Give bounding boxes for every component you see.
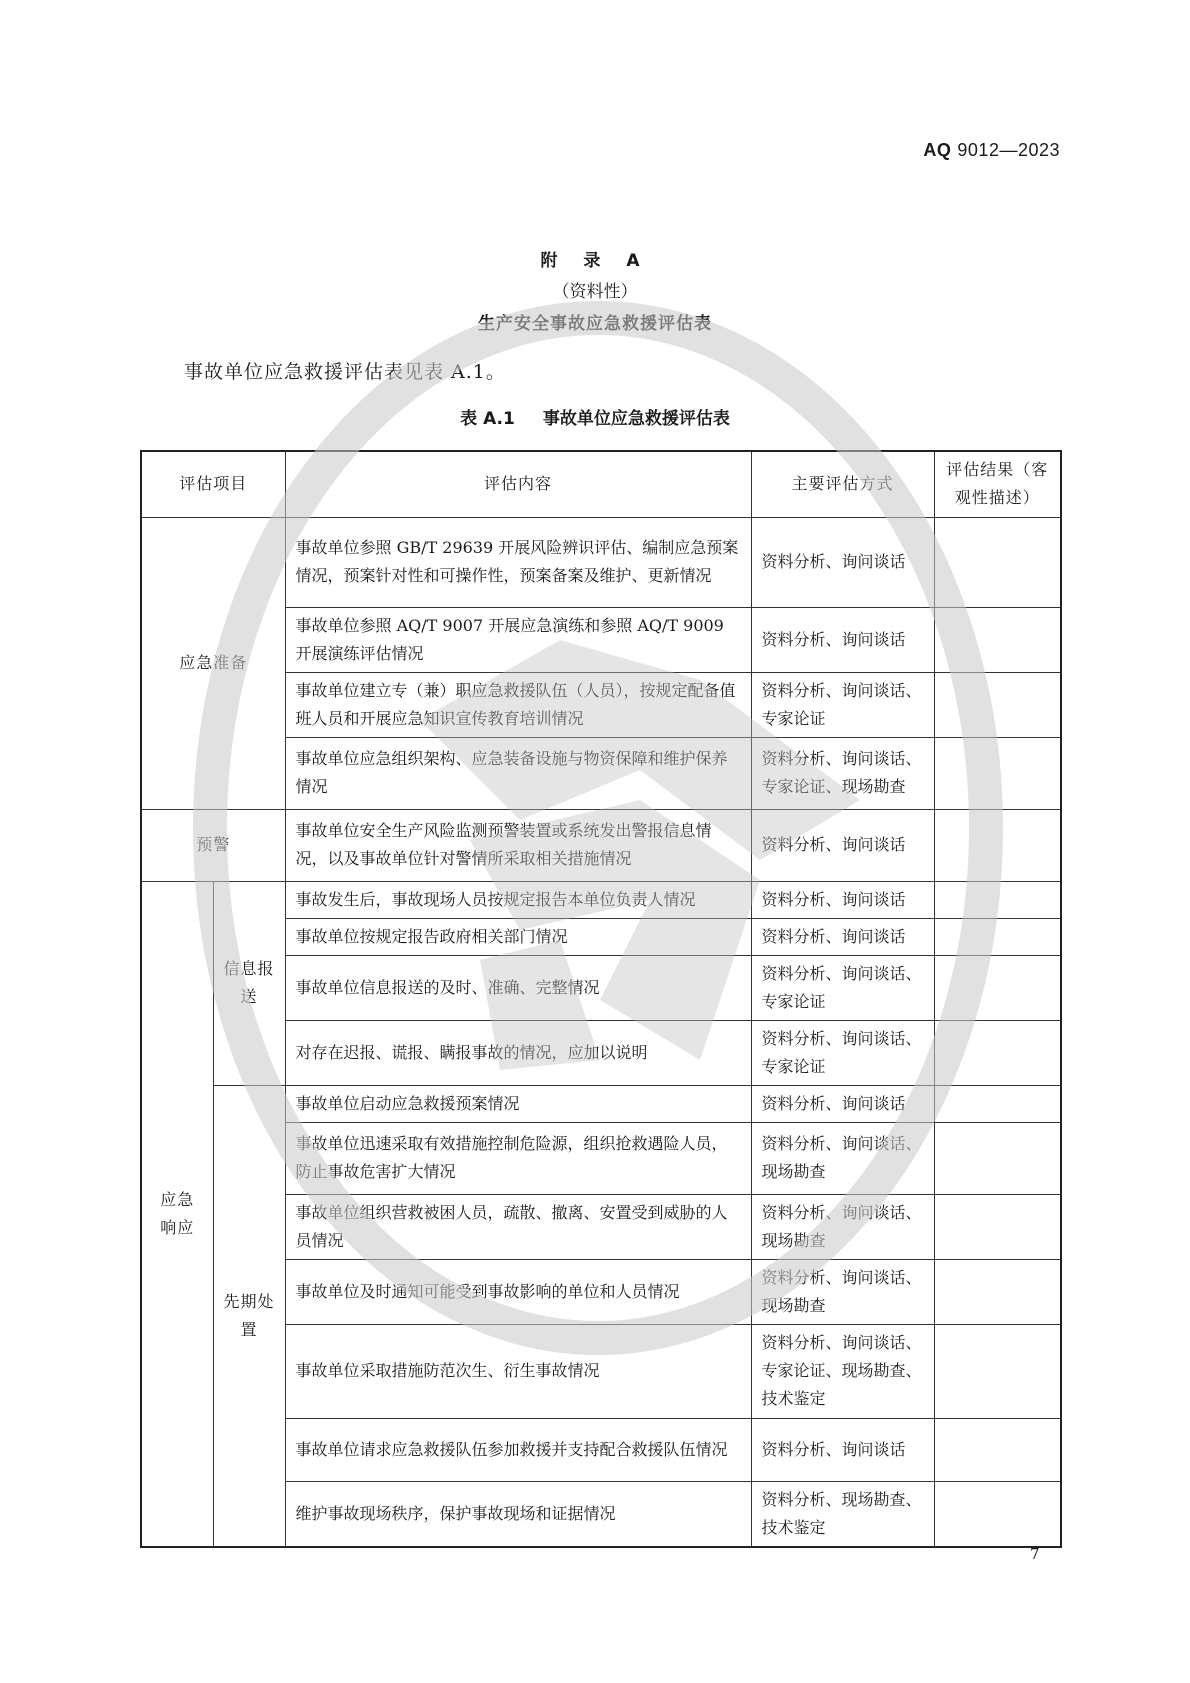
content-cell: 事故单位组织营救被困人员，疏散、撤离、安置受到威胁的人员情况 (285, 1194, 751, 1259)
table-row (141, 881, 1061, 918)
content-cell: 事故单位参照 AQ/T 9007 开展应急演练和参照 AQ/T 9009 开展演练评估情况 (285, 607, 751, 672)
content-cell: 事故单位及时通知可能受到事故影响的单位和人员情况 (285, 1259, 751, 1324)
document-code (920, 140, 1060, 161)
result-cell[interactable] (934, 809, 1061, 881)
appendix-title: 附 录 A (540, 251, 650, 271)
method-cell: 资料分析、询问谈话、专家论证 (751, 672, 934, 737)
appendix-subject: 生产安全事故应急救援评估表 (478, 314, 712, 334)
content-cell: 事故单位启动应急救援预案情况 (285, 1085, 751, 1122)
content-cell: 对存在迟报、谎报、瞒报事故的情况，应加以说明 (285, 1020, 751, 1085)
assessment-table (140, 450, 1062, 1548)
method-cell: 资料分析、询问谈话 (751, 809, 934, 881)
content-cell: 事故单位按规定报告政府相关部门情况 (285, 918, 751, 955)
document-number: 9012—2023 (957, 140, 1060, 160)
result-cell[interactable] (934, 672, 1061, 737)
page-number: 7 (1030, 1545, 1040, 1563)
table-row (141, 809, 1061, 881)
result-cell[interactable] (934, 1020, 1061, 1085)
header-content: 评估内容 (285, 451, 751, 517)
method-cell: 资料分析、询问谈话、专家论证、现场勘查、技术鉴定 (751, 1324, 934, 1418)
result-cell[interactable] (934, 737, 1061, 809)
content-cell: 事故单位安全生产风险监测预警装置或系统发出警报信息情况，以及事故单位针对警情所采取相关措施情况 (285, 809, 751, 881)
method-cell: 资料分析、现场勘查、技术鉴定 (751, 1481, 934, 1547)
content-cell: 维护事故现场秩序，保护事故现场和证据情况 (285, 1481, 751, 1547)
method-cell: 资料分析、询问谈话 (751, 517, 934, 607)
result-cell[interactable] (934, 955, 1061, 1020)
table-row (141, 1085, 1061, 1122)
category-response: 应急响应 (141, 881, 213, 1547)
content-cell: 事故单位请求应急救援队伍参加救援并支持配合救援队伍情况 (285, 1418, 751, 1481)
content-cell: 事故单位参照 GB/T 29639 开展风险辨识评估、编制应急预案情况，预案针对性和可操作性，预案备案及维护、更新情况 (285, 517, 751, 607)
result-cell[interactable] (934, 881, 1061, 918)
method-cell: 资料分析、询问谈话 (751, 607, 934, 672)
method-cell: 资料分析、询问谈话、现场勘查 (751, 1122, 934, 1194)
method-cell: 资料分析、询问谈话 (751, 918, 934, 955)
result-cell[interactable] (934, 1418, 1061, 1481)
content-cell: 事故发生后，事故现场人员按规定报告本单位负责人情况 (285, 881, 751, 918)
content-cell: 事故单位信息报送的及时、准确、完整情况 (285, 955, 751, 1020)
subcategory-report: 信息报送 (213, 881, 285, 1085)
result-cell[interactable] (934, 1481, 1061, 1547)
method-cell: 资料分析、询问谈话 (751, 1085, 934, 1122)
content-cell: 事故单位建立专（兼）职应急救援队伍（人员），按规定配备值班人员和开展应急知识宣传教育培训情况 (285, 672, 751, 737)
result-cell[interactable] (934, 607, 1061, 672)
table-header-row (141, 451, 1061, 517)
content-cell: 事故单位迅速采取有效措施控制危险源，组织抢救遇险人员，防止事故危害扩大情况 (285, 1122, 751, 1194)
category-prep: 应急准备 (141, 517, 285, 809)
result-cell[interactable] (934, 1259, 1061, 1324)
method-cell: 资料分析、询问谈话 (751, 881, 934, 918)
method-cell: 资料分析、询问谈话、专家论证 (751, 1020, 934, 1085)
method-cell: 资料分析、询问谈话、现场勘查 (751, 1194, 934, 1259)
table-row (141, 517, 1061, 607)
result-cell[interactable] (934, 918, 1061, 955)
result-cell[interactable] (934, 1085, 1061, 1122)
category-warning: 预警 (141, 809, 285, 881)
method-cell: 资料分析、询问谈话、专家论证 (751, 955, 934, 1020)
header-item: 评估项目 (141, 451, 285, 517)
method-cell: 资料分析、询问谈话、现场勘查 (751, 1259, 934, 1324)
header-method: 主要评估方式 (751, 451, 934, 517)
table-caption-id: 表 A.1 (460, 409, 515, 429)
appendix-nature: （资料性） (552, 282, 638, 302)
table-caption-title: 事故单位应急救援评估表 (542, 409, 730, 429)
subcategory-initial: 先期处置 (213, 1085, 285, 1547)
document-prefix: AQ (923, 140, 952, 160)
result-cell[interactable] (934, 517, 1061, 607)
result-cell[interactable] (934, 1122, 1061, 1194)
result-cell[interactable] (934, 1324, 1061, 1418)
content-cell: 事故单位应急组织架构、应急装备设施与物资保障和维护保养情况 (285, 737, 751, 809)
method-cell: 资料分析、询问谈话 (751, 1418, 934, 1481)
header-result: 评估结果（客观性描述） (934, 451, 1061, 517)
table-caption (0, 404, 1190, 429)
intro-text: 事故单位应急救援评估表见表 A.1。 (184, 361, 506, 383)
method-cell: 资料分析、询问谈话、专家论证、现场勘查 (751, 737, 934, 809)
result-cell[interactable] (934, 1194, 1061, 1259)
content-cell: 事故单位采取措施防范次生、衍生事故情况 (285, 1324, 751, 1418)
